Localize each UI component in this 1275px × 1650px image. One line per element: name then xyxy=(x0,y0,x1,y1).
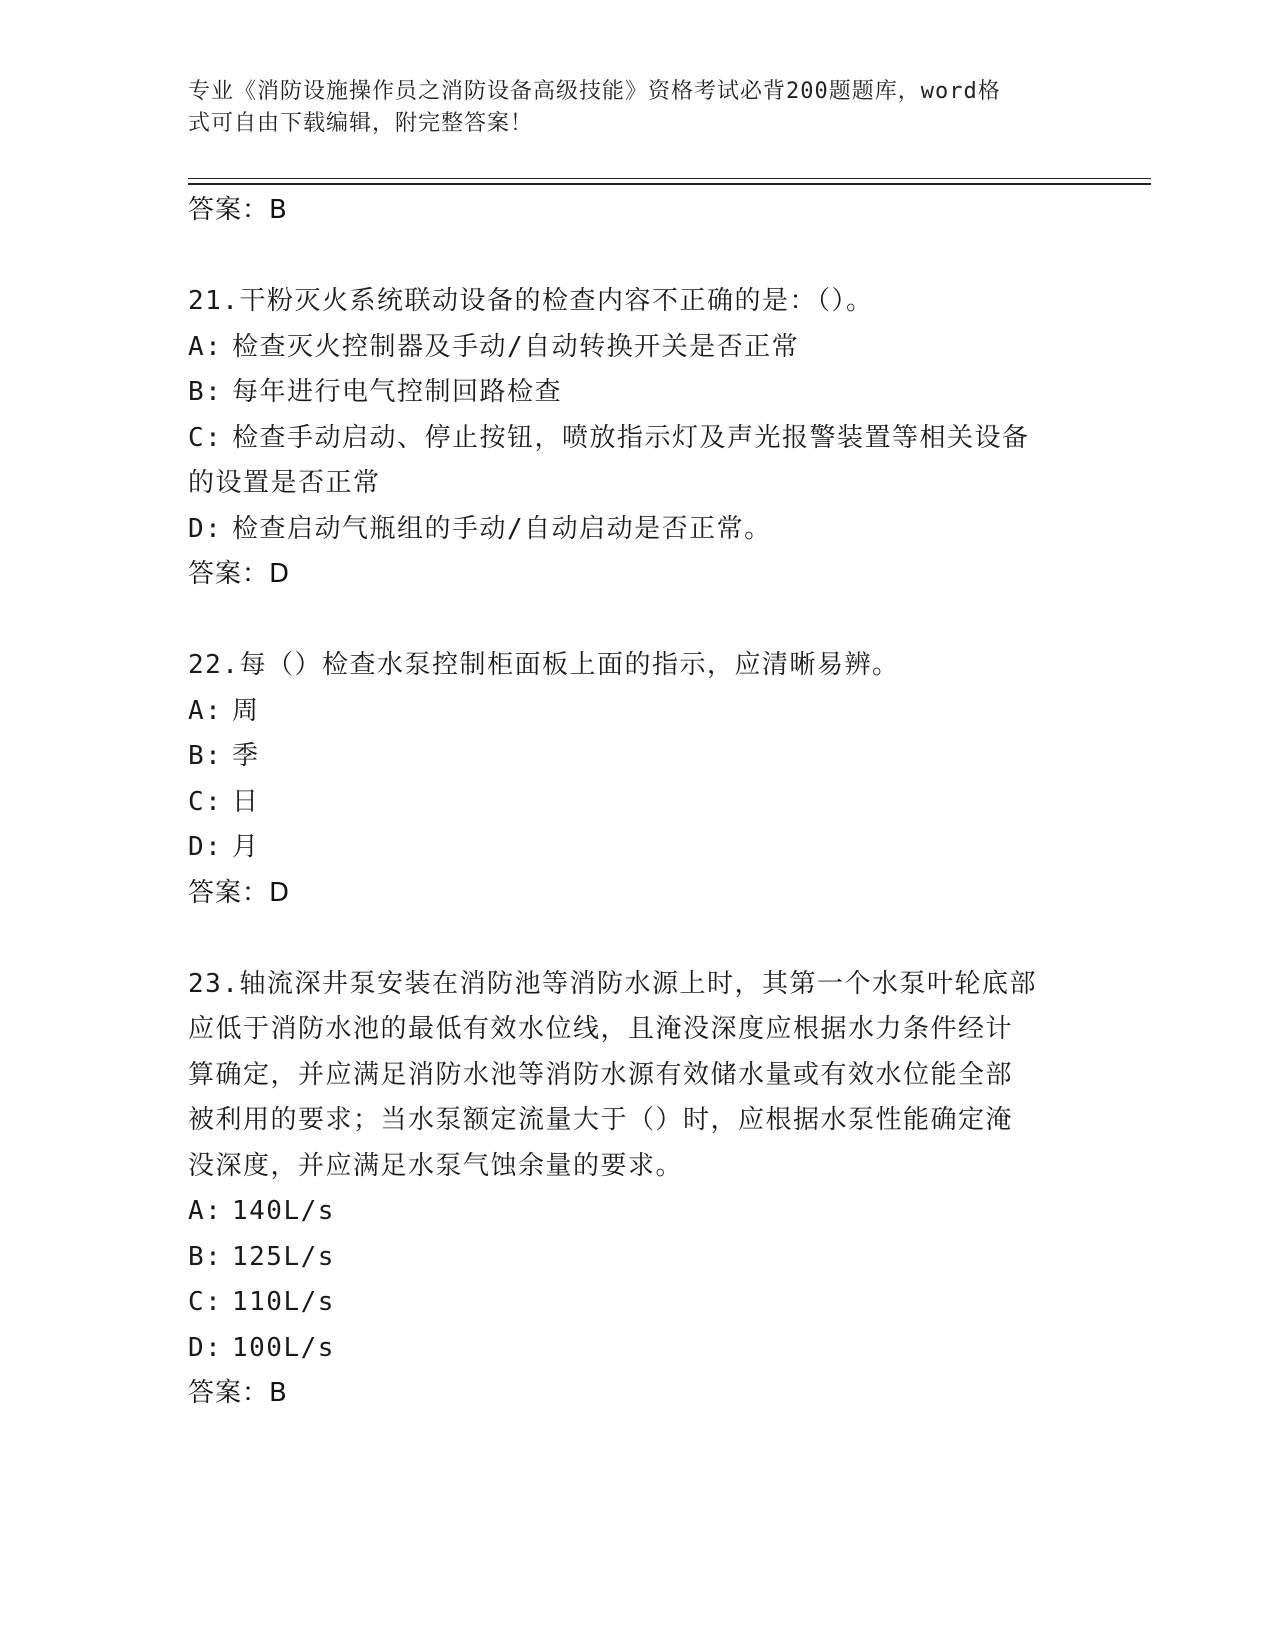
question-stem: 算确定，并应满足消防水池等消防水源有效储水量或有效水位能全部 xyxy=(188,1059,1014,1090)
answer: 答案：D xyxy=(188,877,291,908)
option-text: 125L/s xyxy=(232,1241,335,1272)
option-key: A: xyxy=(188,695,223,726)
option-text: 检查启动气瓶组的手动/自动启动是否正常。 xyxy=(232,513,772,544)
question-21 xyxy=(188,279,1088,598)
question-23 xyxy=(188,962,1088,1417)
header-line-2: 式可自由下载编辑，附完整答案！ xyxy=(188,111,534,136)
question-stem: 被利用的要求；当水泵额定流量大于（）时，应根据水泵性能确定淹 xyxy=(188,1105,1014,1135)
option-text: 日 xyxy=(232,786,260,817)
answer: 答案：B xyxy=(188,1378,288,1408)
header-divider-thick xyxy=(188,183,1151,185)
option-c-continued: 的设置是否正常 xyxy=(188,468,381,498)
option-a xyxy=(188,325,1088,371)
spacer xyxy=(188,234,1088,280)
option-b xyxy=(188,1235,1088,1281)
option-text: 每年进行电气控制回路检查 xyxy=(232,377,563,407)
option-a xyxy=(188,1189,1088,1235)
option-d xyxy=(188,825,1088,871)
option-key: C: xyxy=(188,1287,223,1317)
option-key: B: xyxy=(188,1241,223,1272)
question-stem: 21.干粉灭火系统联动设备的检查内容不正确的是：（）。 xyxy=(188,286,874,316)
option-key: A: xyxy=(188,1196,223,1226)
question-stem: 23.轴流深井泵安装在消防池等消防水源上时，其第一个水泵叶轮底部 xyxy=(188,968,1037,999)
question-stem: 没深度，并应满足水泵气蚀余量的要求。 xyxy=(188,1150,684,1181)
option-text: 月 xyxy=(232,832,260,862)
option-key: C: xyxy=(188,786,223,817)
option-key: B: xyxy=(188,741,223,771)
option-text: 季 xyxy=(232,741,260,771)
option-key: C: xyxy=(188,422,223,453)
option-key: D: xyxy=(188,513,223,544)
header-divider-thin xyxy=(188,178,1151,179)
option-c xyxy=(188,416,1088,462)
answer: 答案：D xyxy=(188,559,291,589)
question-stem: 应低于消防水池的最低有效水位线，且淹没深度应根据水力条件经计 xyxy=(188,1014,1014,1044)
option-text: 100L/s xyxy=(232,1332,335,1363)
option-text: 检查灭火控制器及手动/自动转换开关是否正常 xyxy=(232,331,800,362)
spacer xyxy=(188,916,1088,962)
question-22 xyxy=(188,643,1088,916)
option-c xyxy=(188,1280,1088,1326)
option-text: 110L/s xyxy=(232,1287,335,1317)
question-list xyxy=(188,188,1088,1417)
option-key: D: xyxy=(188,832,223,862)
option-key: D: xyxy=(188,1332,223,1363)
option-c xyxy=(188,780,1088,826)
option-key: B: xyxy=(188,377,223,407)
header-line-1: 专业《消防设施操作员之消防设备高级技能》资格考试必背200题题库，word格 xyxy=(188,79,1001,104)
previous-answer: 答案：B xyxy=(188,195,288,225)
option-a xyxy=(188,689,1088,735)
option-text: 检查手动启动、停止按钮，喷放指示灯及声光报警装置等相关设备 xyxy=(232,422,1030,453)
document-header xyxy=(188,76,1068,140)
option-key: A: xyxy=(188,331,223,362)
spacer xyxy=(188,598,1088,644)
option-b xyxy=(188,734,1088,780)
option-d xyxy=(188,1326,1088,1372)
option-d xyxy=(188,507,1088,553)
question-stem: 22.每（）检查水泵控制柜面板上面的指示，应清晰易辨。 xyxy=(188,650,900,680)
option-text: 140L/s xyxy=(232,1196,335,1226)
option-text: 周 xyxy=(232,695,260,726)
option-b xyxy=(188,370,1088,416)
